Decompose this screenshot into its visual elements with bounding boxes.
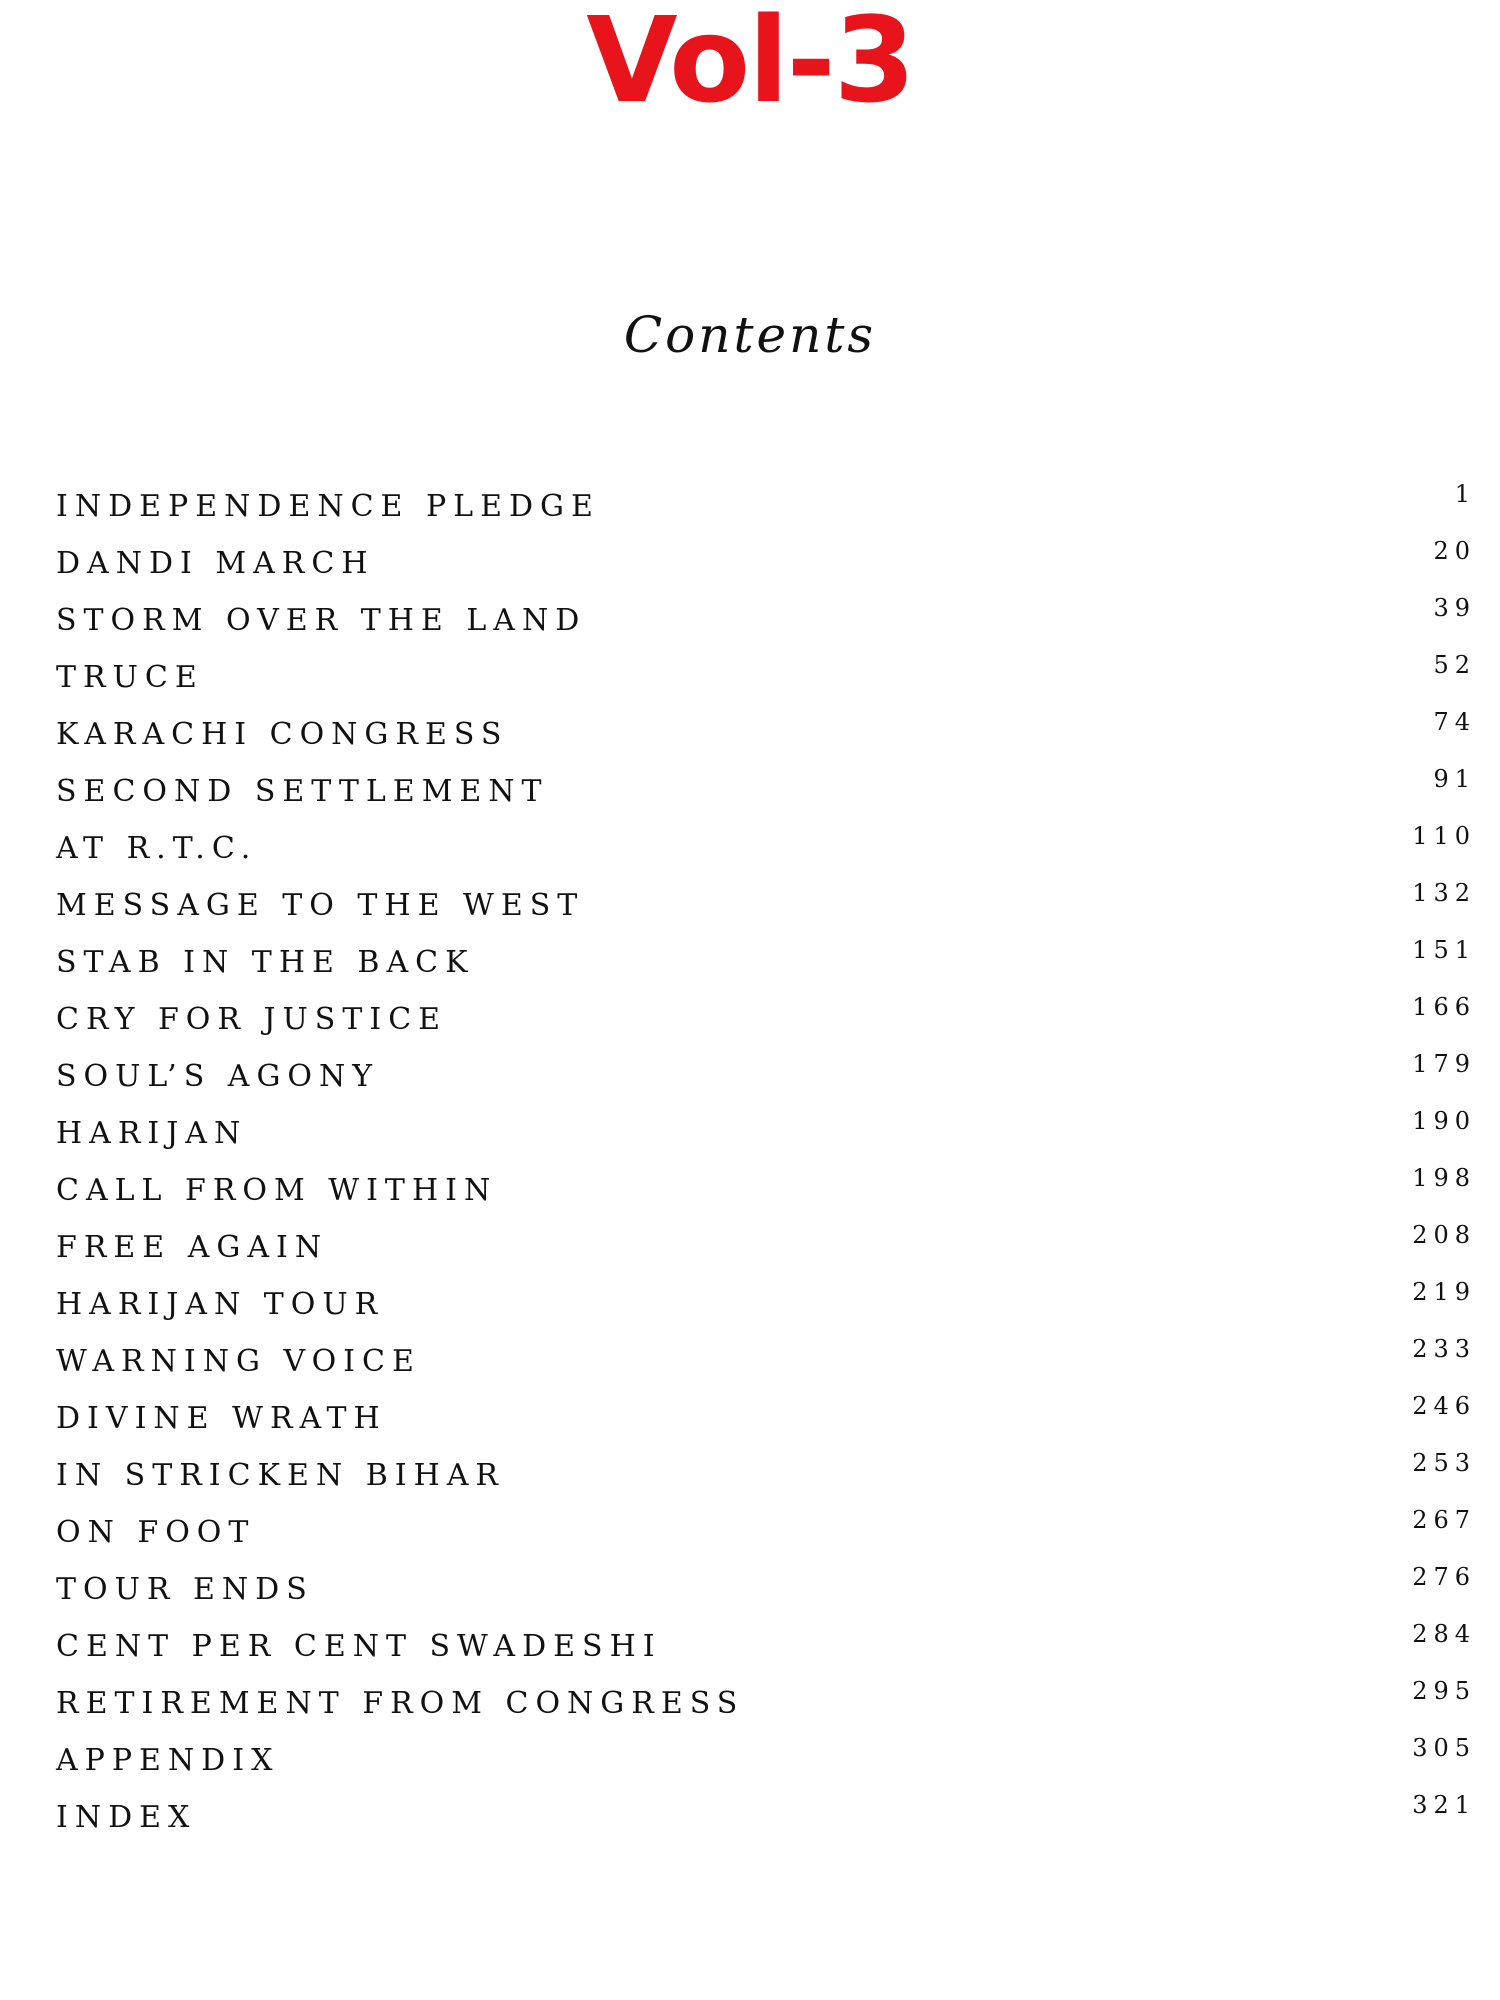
toc-entry	[56, 879, 1476, 943]
toc-entry-title: CALL FROM WITHIN	[56, 1173, 498, 1208]
toc-entry-page-number: 219	[1412, 1278, 1476, 1306]
toc-entry-title: IN STRICKEN BIHAR	[56, 1458, 505, 1493]
toc-entry-title: HARIJAN	[56, 1116, 248, 1151]
toc-entry-page-number: 132	[1412, 879, 1476, 907]
toc-entry-title: WARNING VOICE	[56, 1344, 421, 1379]
toc-entry-page-number: 233	[1412, 1335, 1476, 1363]
toc-entry-title: INDEPENDENCE PLEDGE	[56, 489, 600, 524]
toc-entry-page-number: 208	[1412, 1221, 1476, 1249]
toc-entry-page-number: 276	[1412, 1563, 1476, 1591]
toc-entry-title: FREE AGAIN	[56, 1230, 329, 1265]
toc-entry-title: TRUCE	[56, 660, 204, 695]
volume-label: Vol-3	[586, 0, 914, 129]
toc-entry	[56, 1107, 1476, 1171]
toc-entry-page-number: 253	[1412, 1449, 1476, 1477]
toc-entry-page-number: 198	[1412, 1164, 1476, 1192]
toc-entry-title: APPENDIX	[56, 1743, 280, 1778]
toc-entry-title: DANDI MARCH	[56, 546, 375, 581]
toc-entry-page-number: 1	[1454, 480, 1476, 508]
toc-entry	[56, 1791, 1476, 1855]
toc-entry	[56, 1506, 1476, 1570]
toc-entry	[56, 1563, 1476, 1627]
toc-entry	[56, 1449, 1476, 1513]
toc-entry-page-number: 321	[1412, 1791, 1476, 1819]
toc-entry-title: MESSAGE TO THE WEST	[56, 888, 585, 923]
toc-entry	[56, 1221, 1476, 1285]
toc-entry	[56, 537, 1476, 601]
toc-entry-title: RETIREMENT FROM CONGRESS	[56, 1686, 745, 1721]
toc-entry-page-number: 190	[1412, 1107, 1476, 1135]
toc-entry-page-number: 52	[1433, 651, 1476, 679]
toc-entry	[56, 936, 1476, 1000]
toc-entry-title: SOUL’S AGONY	[56, 1059, 380, 1094]
toc-entry-page-number: 91	[1433, 765, 1476, 793]
toc-entry-title: CRY FOR JUSTICE	[56, 1002, 448, 1037]
toc-entry	[56, 1050, 1476, 1114]
toc-entry-title: AT R.T.C.	[56, 831, 258, 866]
toc-entry-page-number: 295	[1412, 1677, 1476, 1705]
toc-entry-title: STAB IN THE BACK	[56, 945, 475, 980]
toc-entry	[56, 708, 1476, 772]
toc-entry	[56, 1620, 1476, 1684]
toc-entry	[56, 1335, 1476, 1399]
toc-entry-title: SECOND SETTLEMENT	[56, 774, 549, 809]
toc-entry-title: STORM OVER THE LAND	[56, 603, 587, 638]
toc-entry-title: ON FOOT	[56, 1515, 256, 1550]
toc-entry	[56, 1392, 1476, 1456]
toc-entry-title: DIVINE WRATH	[56, 1401, 387, 1436]
toc-entry-page-number: 284	[1412, 1620, 1476, 1648]
toc-entry	[56, 594, 1476, 658]
contents-heading: Contents	[623, 306, 877, 364]
toc-entry-title: INDEX	[56, 1800, 197, 1835]
toc-entry	[56, 651, 1476, 715]
toc-entry-page-number: 179	[1412, 1050, 1476, 1078]
toc-entry	[56, 1164, 1476, 1228]
toc-entry	[56, 1734, 1476, 1798]
toc-entry-page-number: 74	[1433, 708, 1476, 736]
toc-entry-title: HARIJAN TOUR	[56, 1287, 385, 1322]
toc-entry-title: KARACHI CONGRESS	[56, 717, 509, 752]
toc-entry-page-number: 151	[1412, 936, 1476, 964]
toc-entry-page-number: 110	[1412, 822, 1476, 850]
toc-entry	[56, 1677, 1476, 1741]
toc-entry	[56, 993, 1476, 1057]
toc-entry-title: TOUR ENDS	[56, 1572, 314, 1607]
toc-entry-page-number: 20	[1433, 537, 1476, 565]
toc-entry	[56, 765, 1476, 829]
table-of-contents	[56, 480, 1476, 1855]
toc-entry	[56, 822, 1476, 886]
toc-entry-page-number: 305	[1412, 1734, 1476, 1762]
toc-entry	[56, 480, 1476, 544]
toc-entry-page-number: 246	[1412, 1392, 1476, 1420]
toc-entry-page-number: 166	[1412, 993, 1476, 1021]
toc-entry	[56, 1278, 1476, 1342]
toc-entry-page-number: 39	[1433, 594, 1476, 622]
toc-entry-title: CENT PER CENT SWADESHI	[56, 1629, 662, 1664]
toc-entry-page-number: 267	[1412, 1506, 1476, 1534]
